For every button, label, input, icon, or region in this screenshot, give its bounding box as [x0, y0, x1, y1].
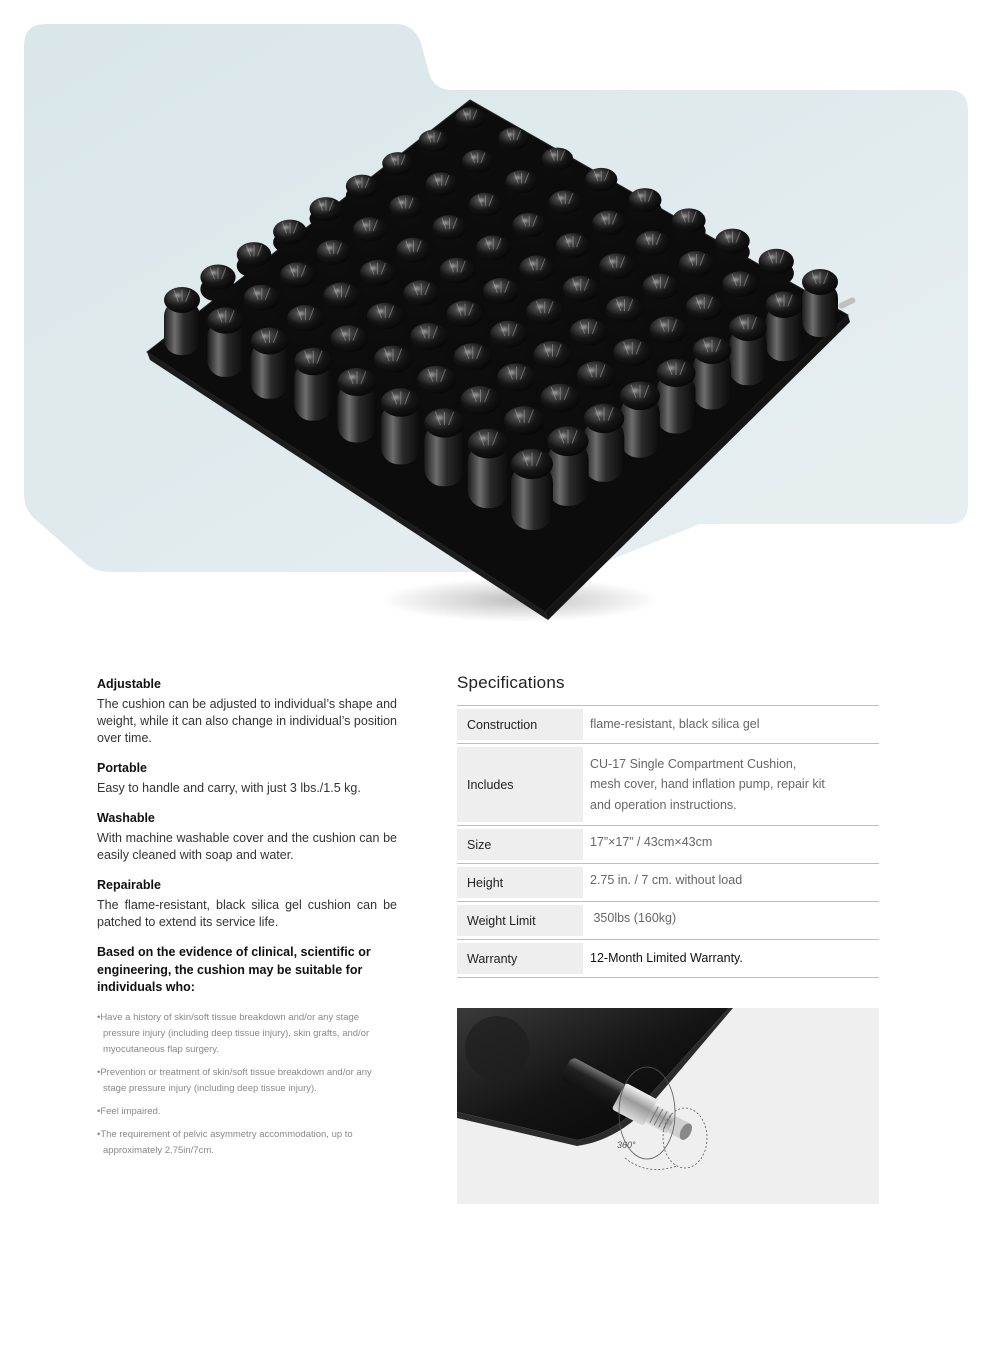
air-cell [381, 388, 421, 464]
air-cell [549, 190, 582, 221]
air-cell [563, 276, 599, 314]
table-row [457, 744, 879, 826]
air-cell [367, 303, 404, 343]
air-cell [483, 278, 519, 316]
air-cell [417, 366, 456, 411]
air-cell [251, 328, 289, 399]
list-item: •Prevention or treatment of skin/soft tissue breakdown and/or any stage pressure injury (including deep tissue injury). [97, 1066, 372, 1094]
air-cell [729, 314, 767, 385]
air-cell [476, 235, 511, 270]
air-cell [426, 172, 458, 202]
air-cell [396, 238, 431, 273]
feature-title: Washable [97, 811, 155, 825]
table-row [457, 706, 879, 744]
table-row [457, 826, 879, 864]
air-cell [504, 406, 545, 454]
air-cell [657, 359, 696, 434]
air-cell [331, 325, 369, 366]
air-cell [672, 208, 706, 241]
evidence-heading: Based on the evidence of clinical, scientific or engineering, the cushion may be suitable for individuals who: [97, 945, 371, 994]
spec-value-line: CU-17 Single Compartment Cushion, [590, 756, 797, 771]
air-cell [533, 341, 571, 384]
spec-value-line: 12-Month Limited Warranty. [590, 951, 743, 966]
spec-value-line: 350lbs (160kg) [590, 911, 677, 925]
air-cell [766, 292, 803, 362]
feature-title: Portable [97, 761, 148, 775]
air-cell [542, 148, 574, 176]
air-cell [244, 285, 280, 323]
air-cell [505, 170, 537, 200]
air-cell [433, 215, 467, 248]
air-cell [353, 217, 387, 250]
spec-value [583, 826, 879, 863]
spec-value [583, 940, 879, 977]
air-cell [294, 348, 332, 421]
air-cell [419, 130, 450, 156]
air-cell [585, 168, 617, 198]
spec-value-line: 2.75 in. / 7 cm. without load [590, 873, 743, 887]
air-cell [403, 280, 439, 318]
air-cell [200, 265, 235, 301]
air-cell [620, 381, 660, 457]
spec-value [583, 706, 879, 743]
air-cell [497, 363, 536, 408]
air-cell [360, 260, 395, 296]
air-cell [317, 240, 352, 275]
list-item: •Have a history of skin/soft tissue breakdown and/or any stage pressure injury (including deep tissue injury), skin grafts, and/or myocutaneous flap surgery. [97, 1011, 370, 1055]
air-cell [455, 107, 485, 132]
air-cell [461, 386, 501, 432]
air-cell [629, 188, 662, 219]
air-cell [636, 231, 671, 266]
air-cell [410, 323, 448, 364]
specifications-heading: Specifications [457, 673, 565, 692]
air-cell [599, 253, 634, 289]
air-cell [468, 429, 509, 508]
spec-label: Warranty [457, 943, 583, 974]
air-cell [338, 368, 377, 443]
spec-value-line: flame-resistant, black silica gel [590, 717, 760, 732]
feature-text: With machine washable cover and the cushion can be easily cleaned with soap and water. [97, 831, 397, 862]
air-cell [613, 339, 651, 382]
air-cell [511, 449, 553, 530]
air-cell [346, 175, 378, 205]
air-cell [374, 345, 412, 388]
feature-text: The cushion can be adjusted to individual’s shape and weight, while it can also change in individual’s position over time. [97, 697, 397, 745]
air-cell [643, 274, 679, 312]
list-item: •The requirement of pelvic asymmetry accommodation, up to approximately 2.75in/7cm. [97, 1128, 353, 1156]
air-cell [519, 256, 554, 292]
spec-value [583, 902, 879, 939]
air-cell [164, 287, 200, 355]
spec-value [583, 864, 879, 901]
air-cell [526, 298, 563, 338]
table-row [457, 940, 879, 978]
table-row [457, 864, 879, 902]
feature-washable [97, 810, 397, 864]
air-cell [454, 343, 492, 386]
air-cell [715, 229, 750, 264]
air-cell [556, 233, 591, 268]
valve-closeup-image [457, 1008, 879, 1204]
suitability-list [97, 1010, 397, 1159]
air-cell [389, 195, 422, 226]
air-cell [462, 150, 494, 178]
air-cell [650, 316, 688, 357]
air-cell [287, 305, 324, 345]
feature-text: The flame-resistant, black silica gel cushion can be patched to extend its service life. [97, 898, 397, 929]
spec-label: Size [457, 829, 583, 860]
feature-portable [97, 760, 397, 797]
air-cell [382, 152, 414, 180]
air-cell [324, 283, 360, 321]
air-cell [606, 296, 643, 336]
air-cell [498, 127, 529, 153]
air-cell [759, 249, 794, 285]
hero-product-image [0, 0, 992, 660]
air-cell [490, 321, 528, 362]
air-cell [570, 319, 608, 360]
air-cell [584, 404, 625, 482]
spec-label: Height [457, 867, 583, 898]
feature-text: Easy to handle and carry, with just 3 lbs./1.5 kg. [97, 781, 361, 795]
feature-title: Repairable [97, 878, 161, 892]
rotation-label: 360° [617, 1140, 636, 1150]
list-item: •Feel impaired. [97, 1105, 161, 1117]
air-cell [722, 271, 758, 309]
features-column [97, 676, 397, 1166]
air-cell [273, 220, 307, 253]
air-cell [447, 301, 484, 341]
air-cell [577, 361, 616, 406]
spec-value-line: 17”×17” / 43cm×43cm [590, 835, 713, 849]
table-row [457, 902, 879, 940]
air-cell [424, 408, 465, 486]
air-cell [540, 384, 580, 430]
specifications-table [457, 705, 879, 978]
feature-repairable [97, 877, 397, 931]
spec-label: Construction [457, 709, 583, 740]
air-cell [547, 426, 588, 505]
air-cell [693, 336, 731, 409]
air-cell [310, 197, 343, 228]
spec-value-line: and operation instructions. [590, 797, 737, 812]
spec-label: Weight Limit [457, 905, 583, 936]
air-cell [440, 258, 475, 294]
air-cell [469, 193, 502, 224]
feature-adjustable [97, 676, 397, 747]
air-cell [512, 213, 546, 246]
air-cell [207, 307, 244, 377]
spec-value [583, 744, 879, 825]
feature-title: Adjustable [97, 677, 161, 691]
air-cell [280, 262, 315, 298]
air-cell [802, 269, 838, 337]
air-cell [592, 211, 626, 244]
spec-value-line: mesh cover, hand inflation pump, repair kit [590, 777, 825, 792]
spec-label: Includes [457, 747, 583, 822]
air-cell [679, 251, 714, 287]
air-cell [237, 242, 272, 277]
air-cell [686, 294, 723, 334]
